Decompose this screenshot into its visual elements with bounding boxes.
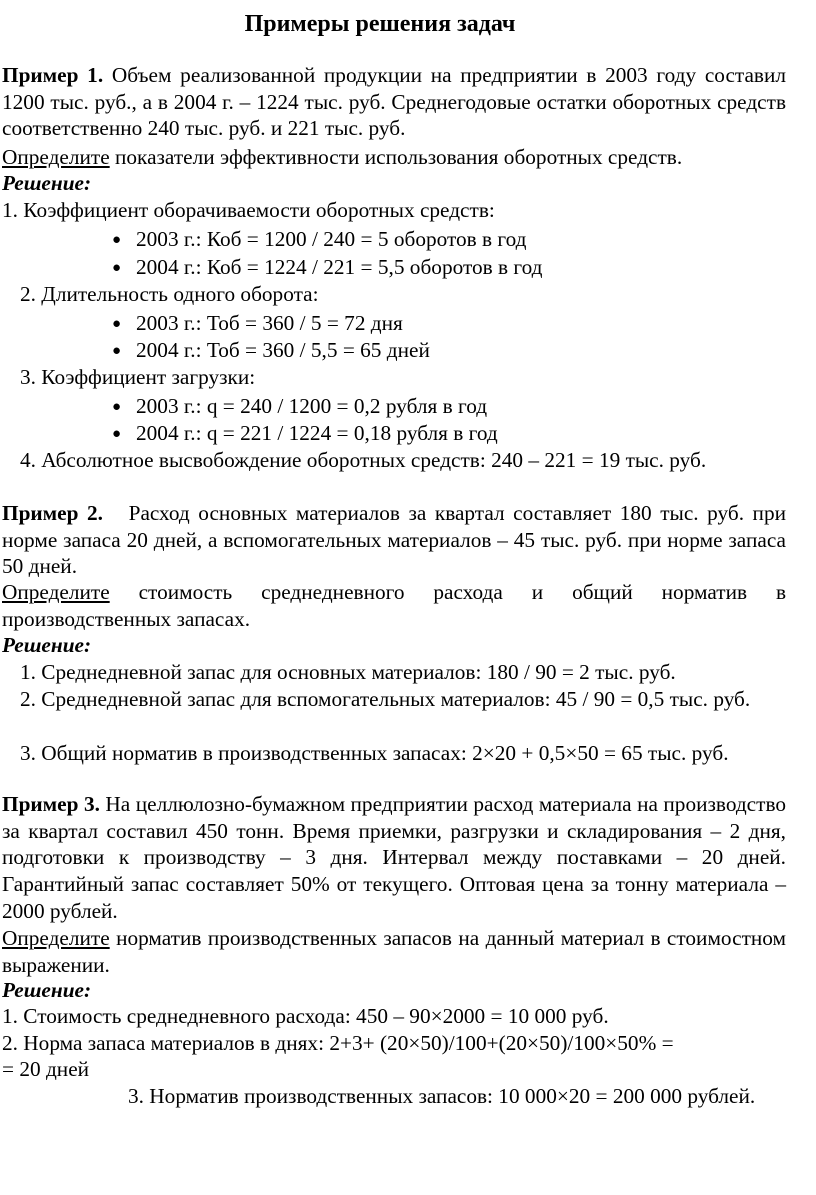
bullet-icon: ● [112,232,122,248]
example-3-task [2,925,786,978]
bullet-icon: ● [112,426,122,442]
example-1-step-1: 1. Коэффициент оборачиваемости оборотных средств: [2,198,495,222]
example-1-task [2,144,682,170]
example-1-text: Объем реализованной продукции на предприятии в 2003 году составил 1200 тыс. руб., а в 2004 г. – 1224 тыс. руб. Среднегодовые остатки оборотных средств соответственно 240 тыс. руб. и 221 тыс. руб. [2,63,786,141]
example-2-statement [2,500,786,580]
example-1-step-3b: ● 2004 г.: q = 221 / 1224 = 0,18 рубля в год [112,421,498,445]
example-2-task-word: Определите [2,580,110,604]
bullet-icon: ● [112,316,122,332]
example-2-step-3: 3. Общий норматив в производственных запасах: 2×20 + 0,5×50 = 65 тыс. руб. [20,741,729,765]
example-1-statement [2,62,786,142]
bullet-icon: ● [112,343,122,359]
example-1-step-3: 3. Коэффициент загрузки: [20,365,256,389]
example-3-step-2: 2. Норма запаса материалов в днях: 2+3+ (20×50)/100+(20×50)/100×50% = [2,1031,674,1055]
example-2-step-1: 1. Среднедневной запас для основных материалов: 180 / 90 = 2 тыс. руб. [20,660,676,684]
bullet-icon: ● [112,399,122,415]
example-3-text: На целлюлозно-бумажном предприятии расход материала на производство за квартал составил 450 тонн. Время приемки, разгрузки и складирования – 2 дня, подготовки к производству – 3 дня. Интервал между поставками – 20 дней. Гарантийный запас составляет 50% от текущего. Оптовая цена за тонну материала – 2000 рублей. [2,792,787,923]
example-3-solution-heading: Решение: [2,978,92,1002]
example-1-step-2b: ● 2004 г.: Тоб = 360 / 5,5 = 65 дней [112,338,430,362]
example-3-task-rest: норматив производственных запасов на данный материал в стоимостном выражении. [2,926,786,977]
example-2-solution-heading: Решение: [2,633,92,657]
page-title: Примеры решения задач [244,11,516,37]
example-3-step-3: 3. Норматив производственных запасов: 10 000×20 = 200 000 рублей. [128,1084,756,1108]
example-1-task-rest: показатели эффективности использования оборотных средств. [115,145,683,169]
example-2-label: Пример 2. [2,501,103,525]
example-1-task-word: Определите [2,145,110,169]
example-2-task-rest: стоимость среднедневного расхода и общий норматив в производственных запасах. [2,580,786,631]
example-2-step-2: 2. Среднедневной запас для вспомогательных материалов: 45 / 90 = 0,5 тыс. руб. [20,687,751,711]
example-1-step-2: 2. Длительность одного оборота: [20,282,319,306]
example-1-step-2a: ● 2003 г.: Тоб = 360 / 5 = 72 дня [112,311,403,335]
example-3-task-word: Определите [2,926,110,950]
example-3-statement [2,791,786,925]
example-1-solution-heading: Решение: [2,171,92,195]
example-3-step-1: 1. Стоимость среднедневного расхода: 450 – 90×2000 = 10 000 руб. [2,1004,609,1028]
example-1-step-1a: ● 2003 г.: Коб = 1200 / 240 = 5 оборотов в год [112,227,527,251]
example-1-label: Пример 1. [2,63,104,87]
bullet-icon: ● [112,260,122,276]
example-1-step-1b: ● 2004 г.: Коб = 1224 / 221 = 5,5 оборотов в год [112,255,543,279]
example-3-label: Пример 3. [2,792,100,816]
example-1-step-3a: ● 2003 г.: q = 240 / 1200 = 0,2 рубля в год [112,394,488,418]
example-1-step-4: 4. Абсолютное высвобождение оборотных средств: 240 – 221 = 19 тыс. руб. [20,448,707,472]
example-3-step-2-result: = 20 дней [2,1057,90,1081]
example-2-text: Расход основных материалов за квартал составляет 180 тыс. руб. при норме запаса 20 дней, а вспомогательных материалов – 45 тыс. руб. при норме запаса 50 дней. [2,501,787,579]
example-2-task [2,579,786,632]
